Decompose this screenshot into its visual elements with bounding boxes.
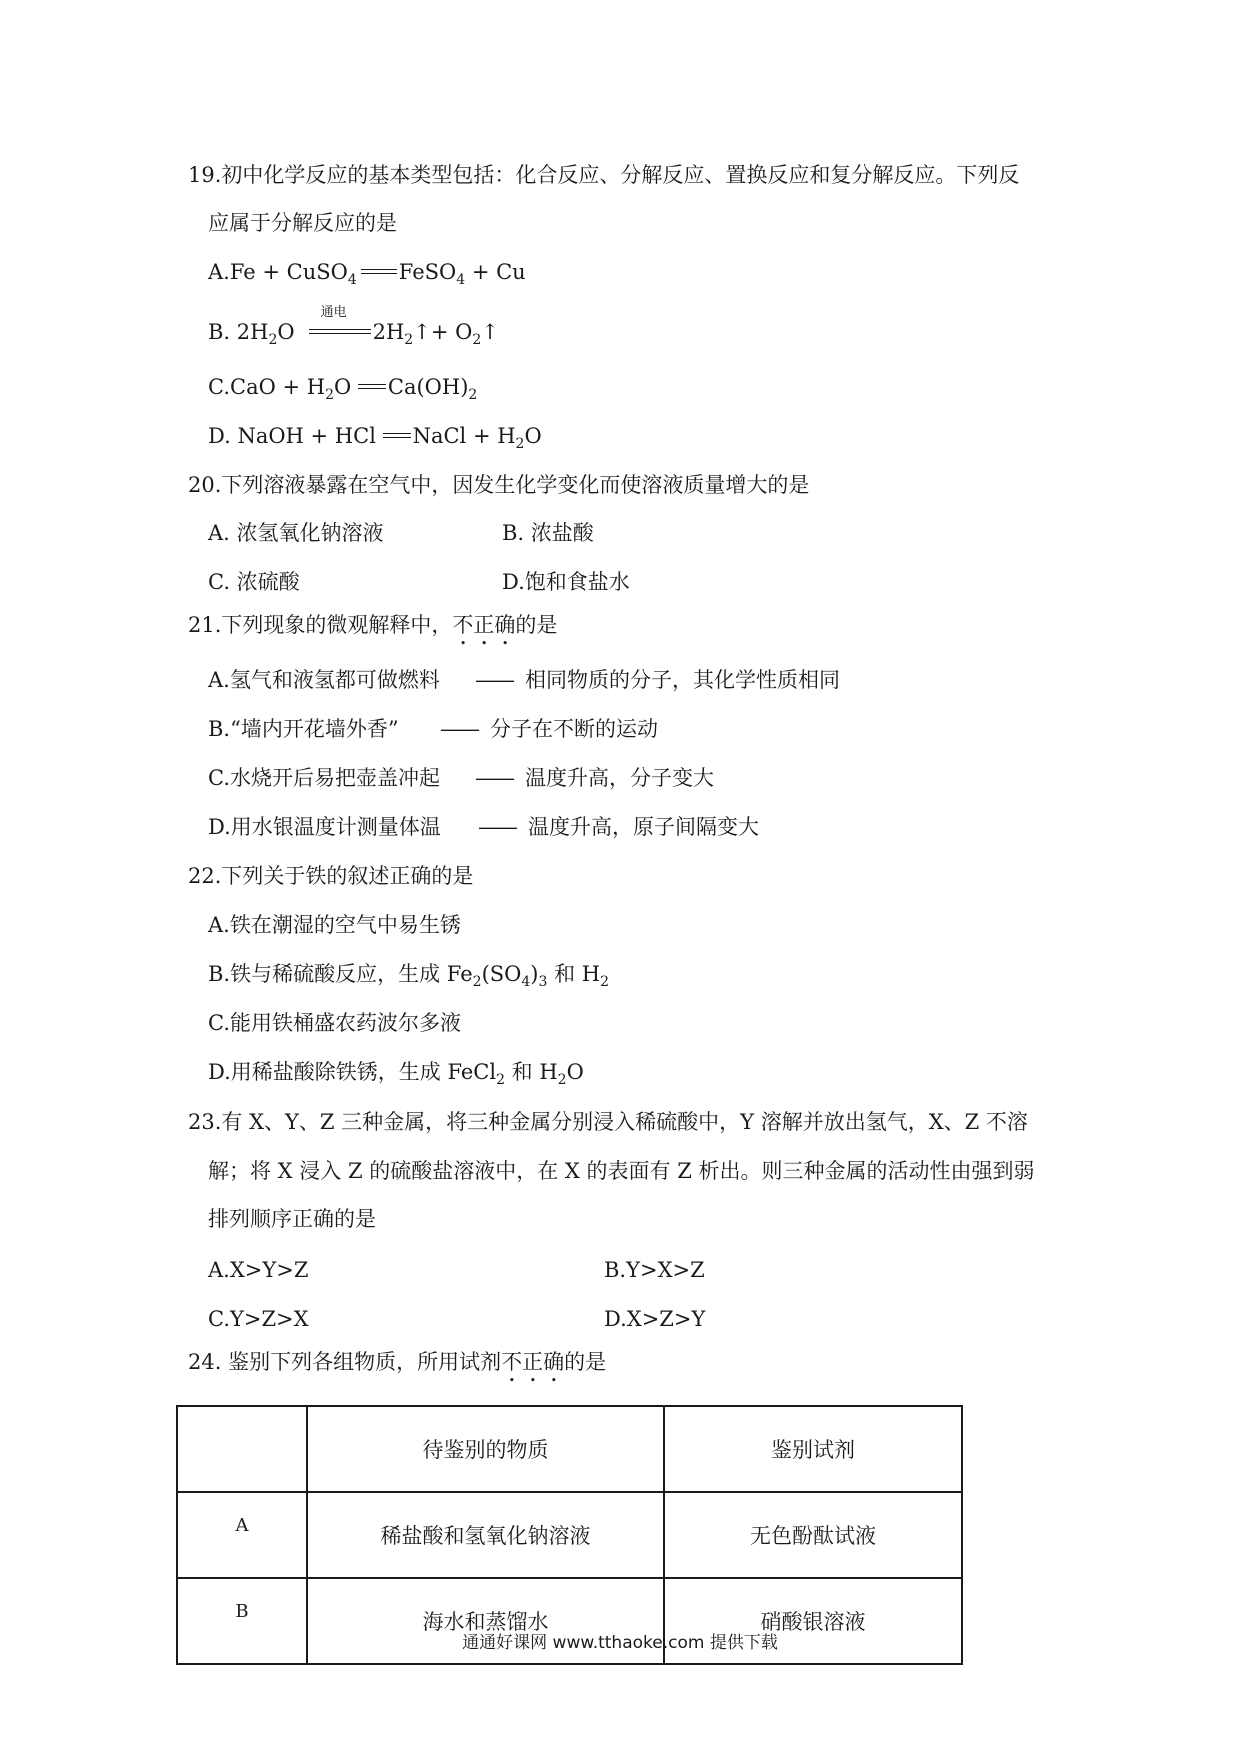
table-header-cell: 待鉴别的物质 <box>307 1406 664 1492</box>
q19-b-sub2: 2 <box>404 332 414 349</box>
q19-b-sub1: 2 <box>268 332 278 349</box>
q19-b-sub3: 2 <box>472 332 482 349</box>
q22-d-pre: D.用稀盐酸除铁锈，生成 FeCl <box>208 1060 497 1084</box>
q19-a-label: A. <box>208 260 230 284</box>
q20-option-d: D.饱和食盐水 <box>502 570 630 594</box>
q19-a-products: FeSO <box>398 260 457 284</box>
table-row <box>177 1492 962 1578</box>
q19-a-reactants: Fe + CuSO <box>229 260 348 284</box>
q19-c-sub1: 2 <box>325 387 334 404</box>
table-cell: A <box>177 1492 307 1578</box>
q22-b-mid: (SO <box>481 962 522 986</box>
table-header-cell <box>177 1406 307 1492</box>
q23-option-d: D.X>Z>Y <box>604 1307 706 1331</box>
q23-option-b: B.Y>X>Z <box>604 1258 705 1282</box>
q23-option-a: A.X>Y>Z <box>208 1258 309 1282</box>
q19-d-sub1: 2 <box>515 436 525 453</box>
table-cell: 海水和蒸馏水 <box>307 1578 664 1664</box>
q19-option-a <box>208 260 526 289</box>
q20-stem: 20.下列溶液暴露在空气中，因发生化学变化而使溶液质量增大的是 <box>188 473 810 497</box>
q19-d-products: NaCl + H <box>412 424 516 448</box>
q22-option-b <box>208 962 609 991</box>
q24-stem <box>188 1350 606 1387</box>
q19-c-sub2: 2 <box>468 387 478 404</box>
q22-b-post: 和 H <box>547 962 601 986</box>
q21-option-d <box>208 817 759 838</box>
q22-b-mid2: ) <box>530 962 539 986</box>
q21-b-dash: —— <box>440 717 478 741</box>
q21-option-a <box>208 670 840 691</box>
table-header-cell: 鉴别试剂 <box>664 1406 962 1492</box>
q20-option-b: B. 浓盐酸 <box>502 521 594 545</box>
table-cell: 稀盐酸和氢氧化钠溶液 <box>307 1492 664 1578</box>
q19-c-products: Ca(OH) <box>387 375 469 399</box>
q21-d-right: 温度升高，原子间隔变大 <box>528 815 759 839</box>
q22-option-c: C.能用铁桶盛农药波尔多液 <box>208 1011 461 1035</box>
q22-option-a: A.铁在潮湿的空气中易生锈 <box>208 913 461 937</box>
table-cell: 硝酸银溶液 <box>664 1578 962 1664</box>
q19-b-p1: 2H <box>372 320 405 344</box>
q22-b-sub4: 2 <box>600 974 609 991</box>
q22-option-d <box>208 1060 584 1089</box>
q20-option-a: A. 浓氢氧化钠溶液 <box>208 521 384 545</box>
q21-a-left: A.氢气和液氢都可做燃料 <box>208 668 440 692</box>
q19-option-b <box>208 305 499 349</box>
q24-stem-emphasis: 不正确 <box>501 1350 565 1374</box>
q19-b-p2-tail: ↑ <box>481 320 499 344</box>
q19-stem-line2: 应属于分解反应的是 <box>208 211 397 235</box>
q22-d-sub1: 2 <box>496 1072 505 1089</box>
q21-option-b <box>208 719 658 740</box>
q19-b-equals-sign <box>309 305 371 334</box>
table-cell: 无色酚酞试液 <box>664 1492 962 1578</box>
q19-d-equals-sign <box>383 433 411 438</box>
q19-b-label: B. 2H <box>208 320 269 344</box>
q19-a-sub2: 4 <box>456 272 466 289</box>
q19-d-products-tail: O <box>524 424 542 448</box>
q22-b-sub2: 4 <box>521 974 531 991</box>
q24-table <box>176 1405 963 1665</box>
q19-a-equals-sign <box>361 269 397 274</box>
q19-option-c <box>208 375 478 404</box>
q23-stem-line1: 23.有 X、Y、Z 三种金属，将三种金属分别浸入稀硫酸中，Y 溶解并放出氢气，X、Z 不溶 <box>188 1110 1028 1134</box>
q21-b-left: B.“墙内开花墙外香” <box>208 717 399 741</box>
q24-stem-pre: 24. 鉴别下列各组物质，所用试剂 <box>188 1350 502 1374</box>
q21-d-dash: —— <box>478 815 516 839</box>
q21-c-dash: —— <box>475 766 513 790</box>
q19-a-products-tail: + Cu <box>465 260 526 284</box>
q21-a-dash: —— <box>475 668 513 692</box>
q22-d-sub2: 2 <box>557 1072 567 1089</box>
page-footer: 通通好课网 www.tthaoke.com 提供下载 <box>462 1633 778 1653</box>
q21-stem <box>188 613 557 650</box>
q21-option-c <box>208 768 714 789</box>
q23-option-c: C.Y>Z>X <box>208 1307 309 1331</box>
q19-a-sub1: 4 <box>347 272 357 289</box>
q21-stem-pre: 21.下列现象的微观解释中， <box>188 613 453 637</box>
q21-b-right: 分子在不断的运动 <box>490 717 658 741</box>
table-header-row <box>177 1406 962 1492</box>
q19-b-o: O <box>277 320 295 344</box>
q21-c-right: 温度升高，分子变大 <box>525 766 714 790</box>
q23-stem-line2: 解；将 X 浸入 Z 的硫酸盐溶液中，在 X 的表面有 Z 析出。则三种金属的活动性由强到弱 <box>208 1159 1035 1183</box>
table-cell: B <box>177 1578 307 1664</box>
q23-stem-line3: 排列顺序正确的是 <box>208 1207 376 1231</box>
q21-c-left: C.水烧开后易把壶盖冲起 <box>208 766 440 790</box>
q21-a-right: 相同物质的分子，其化学性质相同 <box>525 668 840 692</box>
q21-stem-post: 的是 <box>515 613 558 637</box>
q19-stem-line1: 19.初中化学反应的基本类型包括：化合反应、分解反应、置换反应和复分解反应。下列反 <box>188 163 1020 187</box>
q19-c-label: C.CaO + H <box>208 375 326 399</box>
q19-b-p1-tail: ↑+ O <box>413 320 473 344</box>
q19-c-o: O <box>333 375 358 399</box>
q19-c-equals-sign <box>358 384 386 389</box>
q19-d-label: D. NaOH + HCl <box>208 424 383 448</box>
q22-stem: 22.下列关于铁的叙述正确的是 <box>188 864 474 888</box>
q24-stem-post: 的是 <box>564 1350 607 1374</box>
q22-b-sub1: 2 <box>472 974 482 991</box>
q21-stem-emphasis: 不正确 <box>452 613 516 637</box>
q22-d-mid: 和 H <box>505 1060 558 1084</box>
q22-b-pre: B.铁与稀硫酸反应，生成 Fe <box>208 962 473 986</box>
q19-b-condition: 通电 <box>320 305 347 320</box>
q21-d-left: D.用水银温度计测量体温 <box>208 815 441 839</box>
q22-b-sub3: 3 <box>538 974 548 991</box>
q22-d-post: O <box>566 1060 584 1084</box>
q19-option-d <box>208 424 542 453</box>
q20-option-c: C. 浓硫酸 <box>208 570 300 594</box>
